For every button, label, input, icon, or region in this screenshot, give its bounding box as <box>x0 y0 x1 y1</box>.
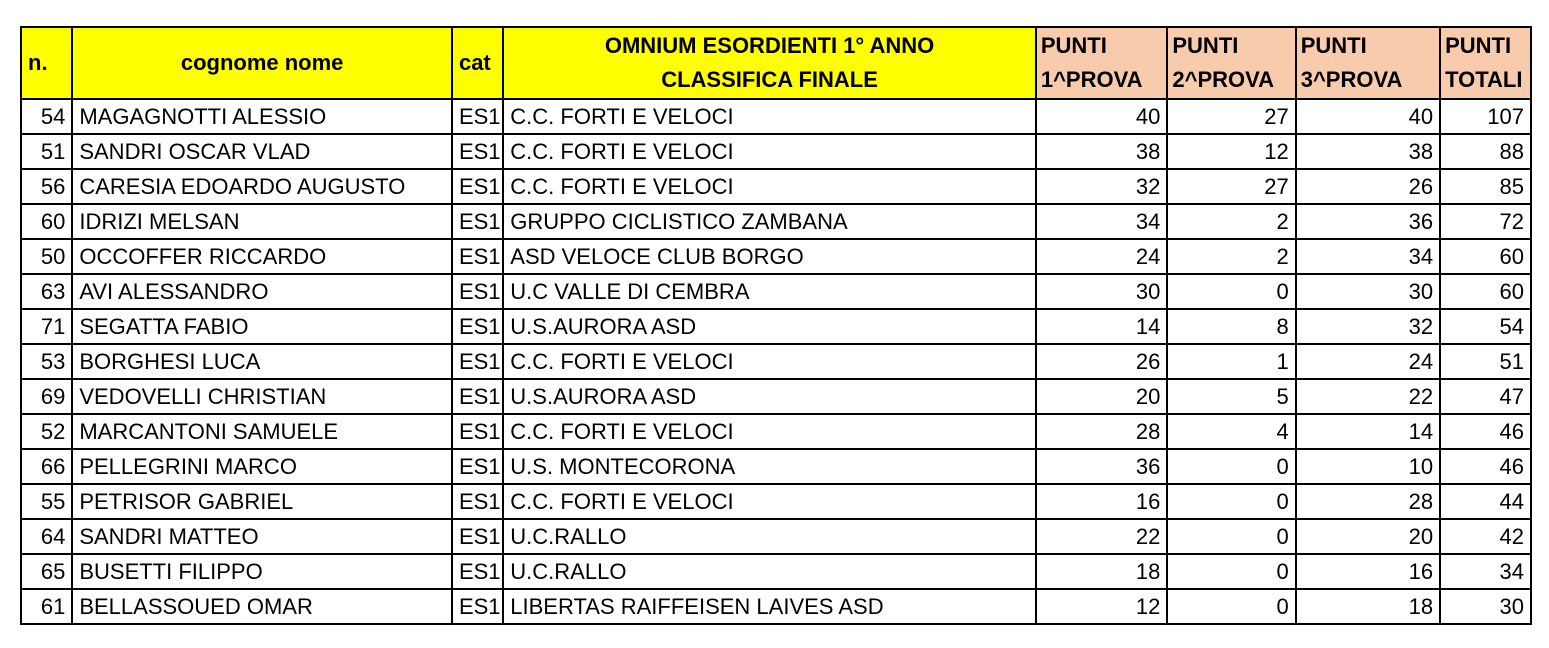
cell-points-1: 30 <box>1036 274 1168 309</box>
table-row <box>21 379 1531 414</box>
cell-number: 52 <box>21 414 72 449</box>
cell-points-1: 36 <box>1036 449 1168 484</box>
header-row <box>21 27 1531 99</box>
header-points-2-line1: PUNTI <box>1172 33 1239 58</box>
cell-number: 63 <box>21 274 72 309</box>
cell-team: C.C. FORTI E VELOCI <box>503 484 1036 519</box>
header-points-total-line2: TOTALI <box>1445 67 1523 92</box>
cell-name: OCCOFFER RICCARDO <box>72 239 452 274</box>
cell-name: BORGHESI LUCA <box>72 344 452 379</box>
header-points-total-line1: PUNTI <box>1445 33 1512 58</box>
table-row <box>21 554 1531 589</box>
cell-number: 50 <box>21 239 72 274</box>
cell-points-total: 60 <box>1440 239 1531 274</box>
cell-points-2: 27 <box>1167 169 1295 204</box>
cell-category: ES1 <box>452 484 503 519</box>
cell-points-1: 24 <box>1036 239 1168 274</box>
header-points-1-line1: PUNTI <box>1040 33 1107 58</box>
cell-points-3: 38 <box>1296 134 1440 169</box>
header-points-total <box>1440 27 1531 99</box>
cell-team: U.S.AURORA ASD <box>503 309 1036 344</box>
cell-points-total: 42 <box>1440 519 1531 554</box>
cell-points-2: 27 <box>1167 99 1295 134</box>
cell-team: ASD VELOCE CLUB BORGO <box>503 239 1036 274</box>
cell-name: MARCANTONI SAMUELE <box>72 414 452 449</box>
cell-team: C.C. FORTI E VELOCI <box>503 99 1036 134</box>
cell-points-1: 14 <box>1036 309 1168 344</box>
cell-number: 65 <box>21 554 72 589</box>
cell-number: 54 <box>21 99 72 134</box>
cell-name: VEDOVELLI CHRISTIAN <box>72 379 452 414</box>
cell-category: ES1 <box>452 519 503 554</box>
header-points-3-line2: 3^PROVA <box>1300 67 1403 92</box>
cell-number: 60 <box>21 204 72 239</box>
table-row <box>21 449 1531 484</box>
cell-points-3: 10 <box>1296 449 1440 484</box>
table-row <box>21 169 1531 204</box>
cell-points-total: 60 <box>1440 274 1531 309</box>
cell-points-2: 0 <box>1167 589 1295 624</box>
cell-name: AVI ALESSANDRO <box>72 274 452 309</box>
header-points-3 <box>1296 27 1440 99</box>
cell-category: ES1 <box>452 344 503 379</box>
cell-points-1: 26 <box>1036 344 1168 379</box>
header-points-2 <box>1167 27 1295 99</box>
cell-points-2: 0 <box>1167 484 1295 519</box>
cell-points-3: 24 <box>1296 344 1440 379</box>
cell-team: U.C.RALLO <box>503 554 1036 589</box>
cell-category: ES1 <box>452 134 503 169</box>
ranking-table <box>20 26 1532 625</box>
cell-points-3: 26 <box>1296 169 1440 204</box>
cell-points-3: 16 <box>1296 554 1440 589</box>
header-cat: cat <box>452 27 503 99</box>
cell-team: U.S.AURORA ASD <box>503 379 1036 414</box>
table-row <box>21 414 1531 449</box>
cell-points-2: 8 <box>1167 309 1295 344</box>
cell-number: 69 <box>21 379 72 414</box>
cell-points-1: 16 <box>1036 484 1168 519</box>
cell-points-1: 28 <box>1036 414 1168 449</box>
table-row <box>21 204 1531 239</box>
cell-name: SEGATTA FABIO <box>72 309 452 344</box>
header-points-1 <box>1036 27 1168 99</box>
cell-category: ES1 <box>452 414 503 449</box>
cell-name: IDRIZI MELSAN <box>72 204 452 239</box>
cell-points-2: 4 <box>1167 414 1295 449</box>
cell-team: GRUPPO CICLISTICO ZAMBANA <box>503 204 1036 239</box>
cell-points-1: 12 <box>1036 589 1168 624</box>
cell-points-3: 30 <box>1296 274 1440 309</box>
cell-points-total: 54 <box>1440 309 1531 344</box>
cell-points-3: 34 <box>1296 239 1440 274</box>
table-row <box>21 589 1531 624</box>
cell-team: C.C. FORTI E VELOCI <box>503 414 1036 449</box>
cell-category: ES1 <box>452 379 503 414</box>
cell-points-total: 46 <box>1440 449 1531 484</box>
cell-points-total: 107 <box>1440 99 1531 134</box>
cell-team: C.C. FORTI E VELOCI <box>503 134 1036 169</box>
cell-name: BELLASSOUED OMAR <box>72 589 452 624</box>
cell-name: SANDRI MATTEO <box>72 519 452 554</box>
cell-points-1: 34 <box>1036 204 1168 239</box>
cell-name: PETRISOR GABRIEL <box>72 484 452 519</box>
cell-category: ES1 <box>452 309 503 344</box>
header-points-3-line1: PUNTI <box>1300 33 1367 58</box>
cell-name: BUSETTI FILIPPO <box>72 554 452 589</box>
cell-points-total: 85 <box>1440 169 1531 204</box>
cell-category: ES1 <box>452 449 503 484</box>
cell-number: 61 <box>21 589 72 624</box>
cell-points-2: 0 <box>1167 554 1295 589</box>
cell-category: ES1 <box>452 204 503 239</box>
cell-points-3: 28 <box>1296 484 1440 519</box>
cell-team: U.C.RALLO <box>503 519 1036 554</box>
cell-category: ES1 <box>452 554 503 589</box>
cell-points-2: 2 <box>1167 239 1295 274</box>
cell-number: 53 <box>21 344 72 379</box>
header-name: cognome nome <box>72 27 452 99</box>
cell-points-total: 34 <box>1440 554 1531 589</box>
cell-category: ES1 <box>452 169 503 204</box>
cell-points-total: 72 <box>1440 204 1531 239</box>
cell-name: MAGAGNOTTI ALESSIO <box>72 99 452 134</box>
cell-points-1: 40 <box>1036 99 1168 134</box>
header-title <box>503 27 1036 99</box>
cell-number: 64 <box>21 519 72 554</box>
cell-points-3: 36 <box>1296 204 1440 239</box>
header-title-line2: CLASSIFICA FINALE <box>661 67 878 92</box>
header-points-2-line2: 2^PROVA <box>1172 67 1275 92</box>
table-row <box>21 134 1531 169</box>
cell-number: 56 <box>21 169 72 204</box>
cell-points-1: 20 <box>1036 379 1168 414</box>
cell-team: C.C. FORTI E VELOCI <box>503 344 1036 379</box>
cell-points-2: 12 <box>1167 134 1295 169</box>
cell-team: U.C VALLE DI CEMBRA <box>503 274 1036 309</box>
cell-points-total: 51 <box>1440 344 1531 379</box>
cell-points-3: 18 <box>1296 589 1440 624</box>
cell-category: ES1 <box>452 99 503 134</box>
table-row <box>21 519 1531 554</box>
cell-points-2: 5 <box>1167 379 1295 414</box>
table-row <box>21 309 1531 344</box>
cell-name: SANDRI OSCAR VLAD <box>72 134 452 169</box>
cell-points-2: 0 <box>1167 519 1295 554</box>
cell-points-total: 88 <box>1440 134 1531 169</box>
cell-points-2: 0 <box>1167 449 1295 484</box>
cell-points-total: 44 <box>1440 484 1531 519</box>
cell-points-1: 22 <box>1036 519 1168 554</box>
table-row <box>21 239 1531 274</box>
cell-team: C.C. FORTI E VELOCI <box>503 169 1036 204</box>
cell-points-3: 22 <box>1296 379 1440 414</box>
cell-category: ES1 <box>452 274 503 309</box>
cell-category: ES1 <box>452 589 503 624</box>
cell-points-total: 30 <box>1440 589 1531 624</box>
table-row <box>21 344 1531 379</box>
cell-name: CARESIA EDOARDO AUGUSTO <box>72 169 452 204</box>
cell-points-3: 32 <box>1296 309 1440 344</box>
table-row <box>21 274 1531 309</box>
cell-points-1: 18 <box>1036 554 1168 589</box>
cell-points-total: 47 <box>1440 379 1531 414</box>
cell-number: 51 <box>21 134 72 169</box>
header-n: n. <box>21 27 72 99</box>
cell-points-1: 32 <box>1036 169 1168 204</box>
cell-name: PELLEGRINI MARCO <box>72 449 452 484</box>
cell-team: U.S. MONTECORONA <box>503 449 1036 484</box>
cell-team: LIBERTAS RAIFFEISEN LAIVES ASD <box>503 589 1036 624</box>
cell-number: 66 <box>21 449 72 484</box>
cell-points-3: 14 <box>1296 414 1440 449</box>
cell-number: 55 <box>21 484 72 519</box>
cell-points-3: 40 <box>1296 99 1440 134</box>
table-row <box>21 99 1531 134</box>
cell-category: ES1 <box>452 239 503 274</box>
cell-points-2: 1 <box>1167 344 1295 379</box>
header-points-1-line2: 1^PROVA <box>1040 67 1143 92</box>
header-title-line1: OMNIUM ESORDIENTI 1° ANNO <box>604 33 935 58</box>
cell-points-1: 38 <box>1036 134 1168 169</box>
cell-points-3: 20 <box>1296 519 1440 554</box>
table-row <box>21 484 1531 519</box>
cell-number: 71 <box>21 309 72 344</box>
cell-points-2: 2 <box>1167 204 1295 239</box>
cell-points-2: 0 <box>1167 274 1295 309</box>
cell-points-total: 46 <box>1440 414 1531 449</box>
